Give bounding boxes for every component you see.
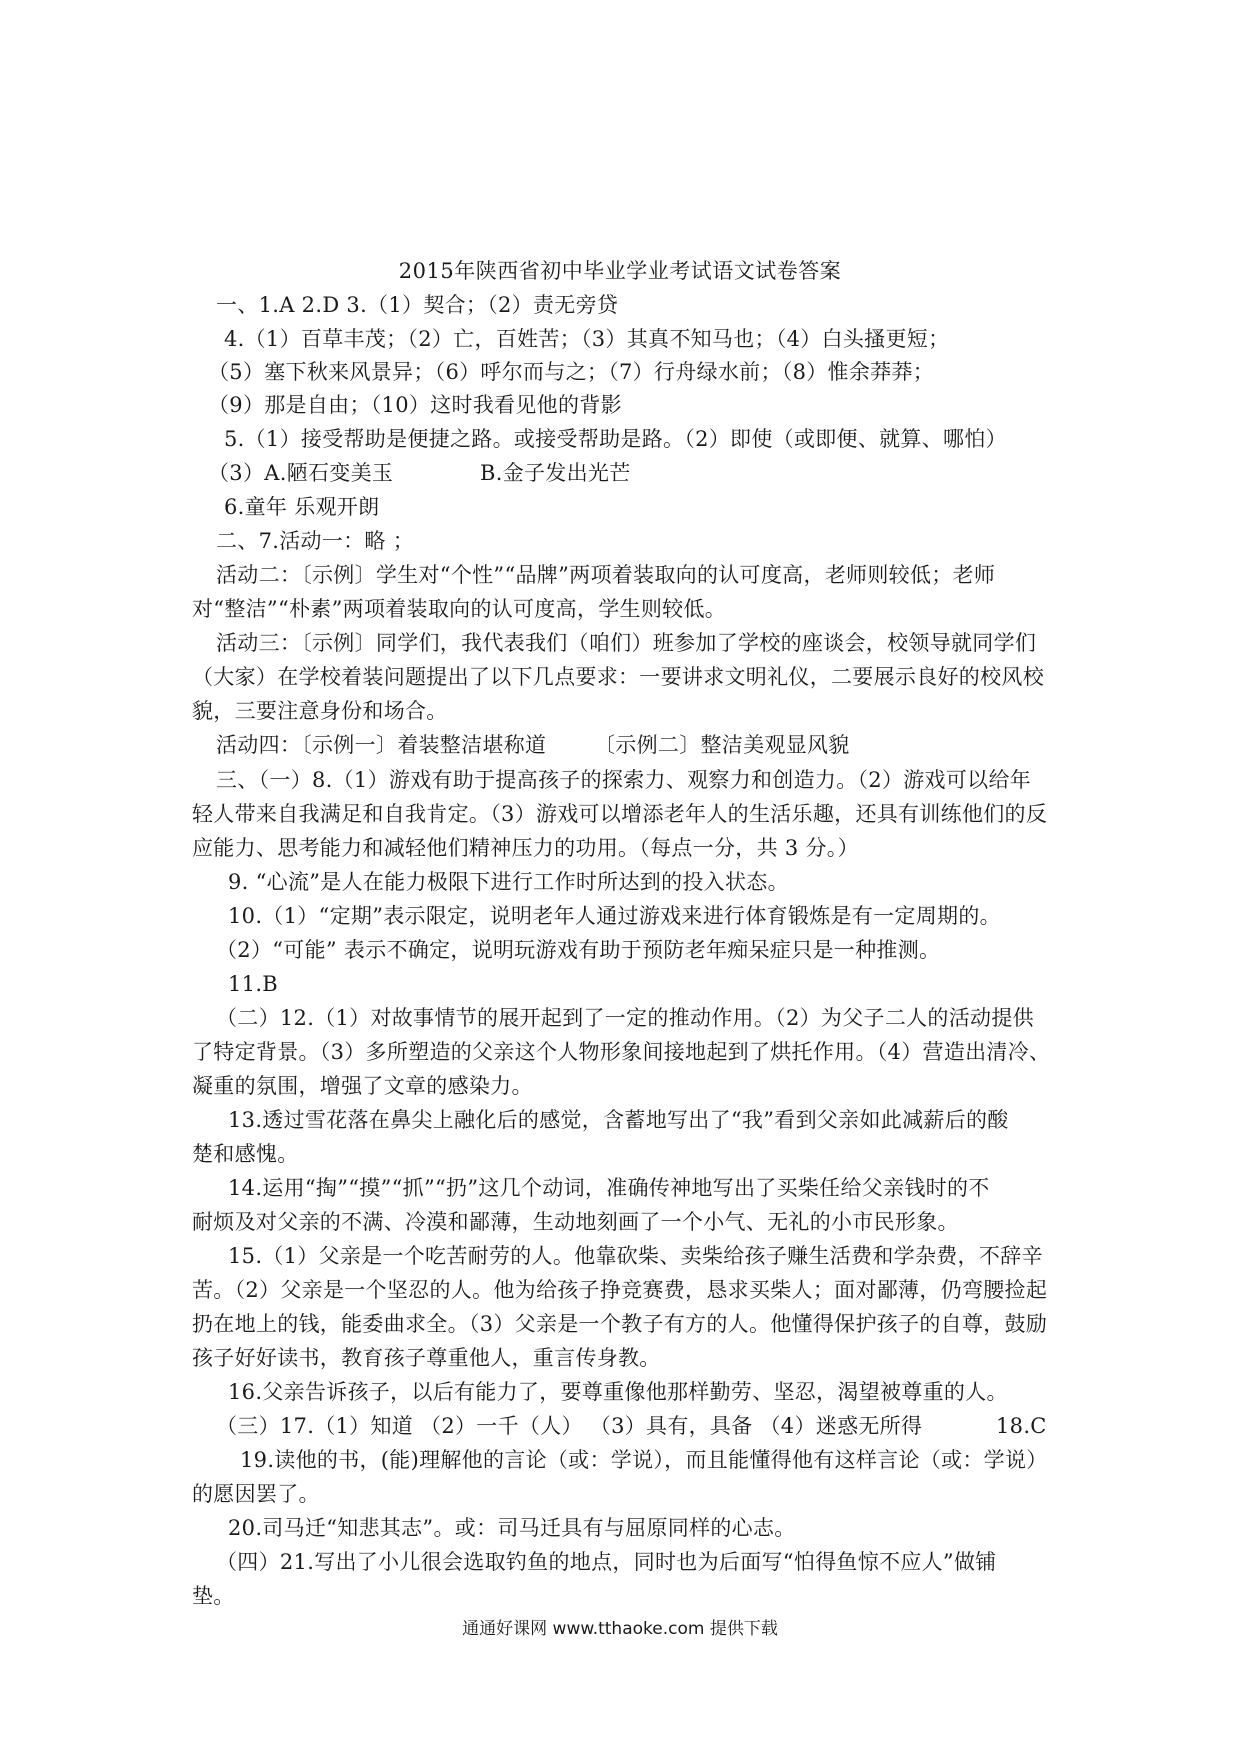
answer-line: 4.（1）百草丰茂；（2）亡，百姓苦；（3）其真不知马也；（4）白头搔更短； — [224, 327, 950, 351]
answer-item: B.金子发出光芒 — [480, 461, 631, 485]
answer-line: 14.运用“掏”“摸”“抓”“扔”这几个动词，准确传神地写出了买柴任给父亲钱时的不 — [228, 1176, 990, 1200]
answer-line: 13.透过雪花落在鼻尖上融化后的感觉，含蓄地写出了“我”看到父亲如此减薪后的酸 — [228, 1108, 1009, 1132]
answer-line: 应能力、思考能力和减轻他们精神压力的功用。（每点一分，共 3 分。） — [192, 836, 859, 860]
answer-line: 垫。 — [192, 1584, 235, 1608]
answer-line: （大家）在学校着装问题提出了以下几点要求：一要讲求文明礼仪，二要展示良好的校风校 — [192, 665, 1044, 689]
answer-line: 楚和感愧。 — [192, 1142, 299, 1166]
answer-line: 活动三：〔示例〕同学们，我代表我们（咱们）班参加了学校的座谈会，校领导就同学们 — [216, 631, 1037, 655]
answer-line — [216, 1411, 1086, 1441]
answer-line: 6.童年 乐观开朗 — [224, 495, 380, 519]
answer-line: （9）那是自由；（10）这时我看见他的背影 — [208, 393, 622, 417]
answer-line: 15.（1）父亲是一个吃苦耐劳的人。他靠砍柴、卖柴给孩子赚生活费和学杂费，不辞辛 — [228, 1244, 1043, 1268]
answer-line: 扔在地上的钱，能委曲求全。（3）父亲是一个教子有方的人。他懂得保护孩子的自尊，鼓励 — [192, 1312, 1048, 1336]
answer-line: 苦。（2）父亲是一个坚忍的人。他为给孩子挣竞赛费，恳求买柴人；面对鄙薄，仍弯腰捡起 — [192, 1278, 1048, 1302]
answer-line: 19.读他的书，(能)理解他的言论（或：学说），而且能懂得他有这样言论（或：学说） — [240, 1448, 1048, 1472]
answer-line: 一、1.A 2.D 3.（1）契合；（2）责无旁贷 — [216, 293, 619, 317]
answer-line: （四）21.写出了小儿很会选取钓鱼的地点，同时也为后面写“怕得鱼惊不应人”做铺 — [216, 1550, 997, 1574]
answer-line: 了特定背景。（3）多所塑造的父亲这个人物形象间接地起到了烘托作用。（4）营造出清冷、 — [192, 1040, 1051, 1064]
answer-line: 5.（1）接受帮助是便捷之路。或接受帮助是路。（2）即使（或即便、就算、哪怕） — [224, 427, 1007, 451]
document-title: 2015年陕西省初中毕业学业考试语文试卷答案 — [398, 259, 842, 283]
answer-line: 三、（一）8.（1）游戏有助于提高孩子的探索力、观察力和创造力。（2）游戏可以给年 — [216, 768, 1032, 792]
answer-line: 活动二：〔示例〕学生对“个性”“品牌”两项着装取向的认可度高，老师则较低；老师 — [216, 563, 996, 587]
answer-item: 活动四：〔示例一〕着装整洁堪称道 — [216, 733, 547, 757]
answer-item: （三）17.（1）知道 （2）一千（人） （3）具有，具备 （4）迷惑无所得 — [216, 1414, 923, 1438]
answer-line — [208, 458, 1078, 488]
answer-line: 孩子好好读书，教育孩子尊重他人，重言传身教。 — [192, 1346, 661, 1370]
answer-line: （5）塞下秋来风景异；（6）呼尔而与之；（7）行舟绿水前；（8）惟余莽莽； — [208, 360, 935, 384]
answer-line: 耐烦及对父亲的不满、冷漠和鄙薄，生动地刻画了一个小气、无礼的小市民形象。 — [192, 1210, 959, 1234]
answer-line: 9. “心流”是人在能力极限下进行工作时所达到的投入状态。 — [228, 870, 789, 894]
answer-line: 的愿因罢了。 — [192, 1482, 320, 1506]
answer-line — [216, 730, 1086, 760]
answer-line: （二）12.（1）对故事情节的展开起到了一定的推动作用。（2）为父子二人的活动提供 — [216, 1006, 1034, 1030]
answer-line: 10.（1）“定期”表示限定，说明老年人通过游戏来进行体育锻炼是有一定周期的。 — [228, 904, 1001, 928]
answer-line: 20.司马迁“知悲其志”。或：司马迁具有与屈原同样的心志。 — [228, 1516, 796, 1540]
answer-item: 〔示例二〕整洁美观显风貌 — [594, 733, 850, 757]
answer-line: 凝重的氛围，增强了文章的感染力。 — [192, 1074, 533, 1098]
answer-item: 18.C — [996, 1414, 1047, 1438]
answer-line: 对“整洁”“朴素”两项着装取向的认可度高，学生则较低。 — [192, 597, 727, 621]
answer-line: 16.父亲告诉孩子，以后有能力了，要尊重像他那样勤劳、坚忍，渴望被尊重的人。 — [228, 1380, 1008, 1404]
answer-item: （3）A.陋石变美玉 — [208, 461, 394, 485]
answer-line: 貌，三要注意身份和场合。 — [192, 699, 448, 723]
answer-line: 11.B — [228, 972, 279, 996]
page-footer: 通通好课网 www.tthaoke.com 提供下载 — [462, 1619, 778, 1639]
answer-line: 轻人带来自我满足和自我肯定。（3）游戏可以增添老年人的生活乐趣，还具有训练他们的反 — [192, 802, 1048, 826]
answer-line: （2）“可能” 表示不确定，说明玩游戏有助于预防老年痴呆症只是一种推测。 — [216, 938, 941, 962]
answer-line: 二、7.活动一：略 ； — [216, 529, 415, 553]
